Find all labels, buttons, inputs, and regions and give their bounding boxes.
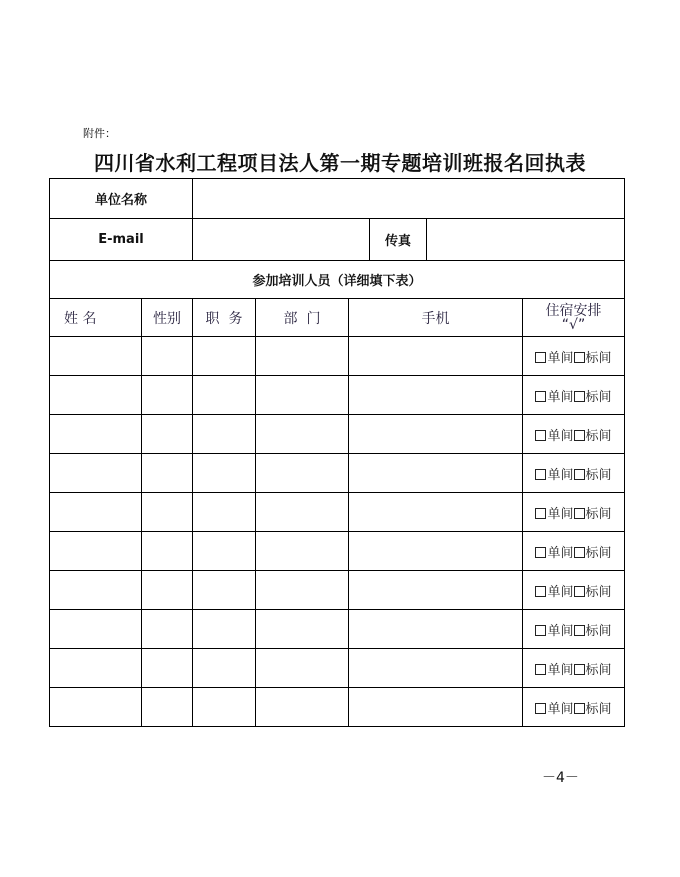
name-cell[interactable] (50, 571, 142, 610)
position-cell[interactable] (193, 532, 256, 571)
accommodation-cell (523, 415, 625, 454)
room-option-label: 标间 (585, 545, 612, 561)
name-cell[interactable] (50, 493, 142, 532)
checkbox-double-room[interactable] (574, 547, 585, 558)
name-cell[interactable] (50, 610, 142, 649)
checkbox-double-room[interactable] (574, 586, 585, 597)
column-header-row (50, 299, 625, 337)
department-cell[interactable] (256, 454, 349, 493)
checkbox-single-room[interactable] (535, 508, 546, 519)
mobile-cell[interactable] (349, 454, 523, 493)
position-cell[interactable] (193, 415, 256, 454)
checkbox-single-room[interactable] (535, 469, 546, 480)
checkbox-double-room[interactable] (574, 508, 585, 519)
department-cell[interactable] (256, 649, 349, 688)
unit-name-label: 单位名称 (50, 179, 193, 219)
checkbox-single-room[interactable] (535, 430, 546, 441)
checkbox-double-room[interactable] (574, 469, 585, 480)
gender-cell[interactable] (142, 454, 193, 493)
department-cell[interactable] (256, 415, 349, 454)
checkbox-single-room[interactable] (535, 586, 546, 597)
room-option-label: 标间 (585, 584, 612, 600)
table-row (50, 376, 625, 415)
table-row (50, 610, 625, 649)
mobile-cell[interactable] (349, 649, 523, 688)
room-option-label: 单间 (547, 584, 574, 600)
gender-cell[interactable] (142, 532, 193, 571)
accommodation-hint: “√” (561, 316, 586, 333)
room-option-label: 标间 (585, 467, 612, 483)
room-option-label: 单间 (547, 467, 574, 483)
gender-cell[interactable] (142, 571, 193, 610)
col-position: 职 务 (193, 299, 256, 337)
email-field[interactable] (193, 219, 370, 261)
mobile-cell[interactable] (349, 493, 523, 532)
checkbox-single-room[interactable] (535, 352, 546, 363)
position-cell[interactable] (193, 337, 256, 376)
mobile-cell[interactable] (349, 532, 523, 571)
room-option-label: 单间 (547, 389, 574, 405)
col-accommodation (523, 299, 625, 337)
participants-heading: 参加培训人员（详细填下表） (50, 261, 625, 299)
position-cell[interactable] (193, 376, 256, 415)
gender-cell[interactable] (142, 376, 193, 415)
room-option-label: 单间 (547, 428, 574, 444)
name-cell[interactable] (50, 532, 142, 571)
checkbox-double-room[interactable] (574, 664, 585, 675)
gender-cell[interactable] (142, 688, 193, 727)
room-option-label: 标间 (585, 662, 612, 678)
gender-cell[interactable] (142, 493, 193, 532)
fax-field[interactable] (427, 219, 625, 261)
department-cell[interactable] (256, 532, 349, 571)
registration-table (49, 178, 625, 727)
table-row (50, 415, 625, 454)
mobile-cell[interactable] (349, 610, 523, 649)
room-option-label: 标间 (585, 350, 612, 366)
accommodation-cell (523, 337, 625, 376)
col-gender: 性别 (142, 299, 193, 337)
name-cell[interactable] (50, 688, 142, 727)
accommodation-cell (523, 610, 625, 649)
mobile-cell[interactable] (349, 571, 523, 610)
room-option-label: 标间 (585, 623, 612, 639)
room-option-label: 单间 (547, 701, 574, 717)
checkbox-double-room[interactable] (574, 430, 585, 441)
table-row (50, 688, 625, 727)
accommodation-cell (523, 493, 625, 532)
checkbox-double-room[interactable] (574, 391, 585, 402)
position-cell[interactable] (193, 454, 256, 493)
checkbox-single-room[interactable] (535, 664, 546, 675)
position-cell[interactable] (193, 571, 256, 610)
checkbox-single-room[interactable] (535, 547, 546, 558)
name-cell[interactable] (50, 649, 142, 688)
checkbox-single-room[interactable] (535, 391, 546, 402)
department-cell[interactable] (256, 337, 349, 376)
room-option-label: 标间 (585, 428, 612, 444)
department-cell[interactable] (256, 376, 349, 415)
name-cell[interactable] (50, 454, 142, 493)
position-cell[interactable] (193, 493, 256, 532)
department-cell[interactable] (256, 571, 349, 610)
room-option-label: 单间 (547, 545, 574, 561)
mobile-cell[interactable] (349, 337, 523, 376)
col-name: 姓 名 (50, 299, 142, 337)
table-row (50, 454, 625, 493)
department-cell[interactable] (256, 493, 349, 532)
room-option-label: 标间 (585, 506, 612, 522)
checkbox-double-room[interactable] (574, 352, 585, 363)
department-cell[interactable] (256, 610, 349, 649)
position-cell[interactable] (193, 649, 256, 688)
mobile-cell[interactable] (349, 415, 523, 454)
accommodation-cell (523, 649, 625, 688)
col-mobile: 手机 (349, 299, 523, 337)
page-number: －4－ (542, 770, 579, 786)
checkbox-double-room[interactable] (574, 703, 585, 714)
checkbox-single-room[interactable] (535, 625, 546, 636)
accommodation-cell (523, 376, 625, 415)
checkbox-single-room[interactable] (535, 703, 546, 714)
department-cell[interactable] (256, 688, 349, 727)
attachment-label: 附件： (83, 127, 116, 140)
email-label: E-mail (50, 219, 193, 261)
room-option-label: 单间 (547, 662, 574, 678)
room-option-label: 标间 (585, 701, 612, 717)
gender-cell[interactable] (142, 649, 193, 688)
unit-name-field[interactable] (193, 179, 625, 219)
name-cell[interactable] (50, 376, 142, 415)
name-cell[interactable] (50, 415, 142, 454)
accommodation-cell (523, 688, 625, 727)
checkbox-double-room[interactable] (574, 625, 585, 636)
table-row (50, 337, 625, 376)
room-option-label: 标间 (585, 389, 612, 405)
fax-label: 传真 (370, 219, 427, 261)
table-row (50, 493, 625, 532)
accommodation-cell (523, 571, 625, 610)
table-row (50, 532, 625, 571)
gender-cell[interactable] (142, 337, 193, 376)
accommodation-cell (523, 454, 625, 493)
name-cell[interactable] (50, 337, 142, 376)
table-row (50, 571, 625, 610)
room-option-label: 单间 (547, 350, 574, 366)
accommodation-cell (523, 532, 625, 571)
position-cell[interactable] (193, 688, 256, 727)
gender-cell[interactable] (142, 610, 193, 649)
mobile-cell[interactable] (349, 376, 523, 415)
mobile-cell[interactable] (349, 688, 523, 727)
room-option-label: 单间 (547, 506, 574, 522)
room-option-label: 单间 (547, 623, 574, 639)
table-row (50, 649, 625, 688)
col-department: 部 门 (256, 299, 349, 337)
gender-cell[interactable] (142, 415, 193, 454)
page-title: 四川省水利工程项目法人第一期专题培训班报名回执表 (94, 151, 586, 175)
accommodation-label: 住宿安排 (545, 302, 602, 319)
position-cell[interactable] (193, 610, 256, 649)
